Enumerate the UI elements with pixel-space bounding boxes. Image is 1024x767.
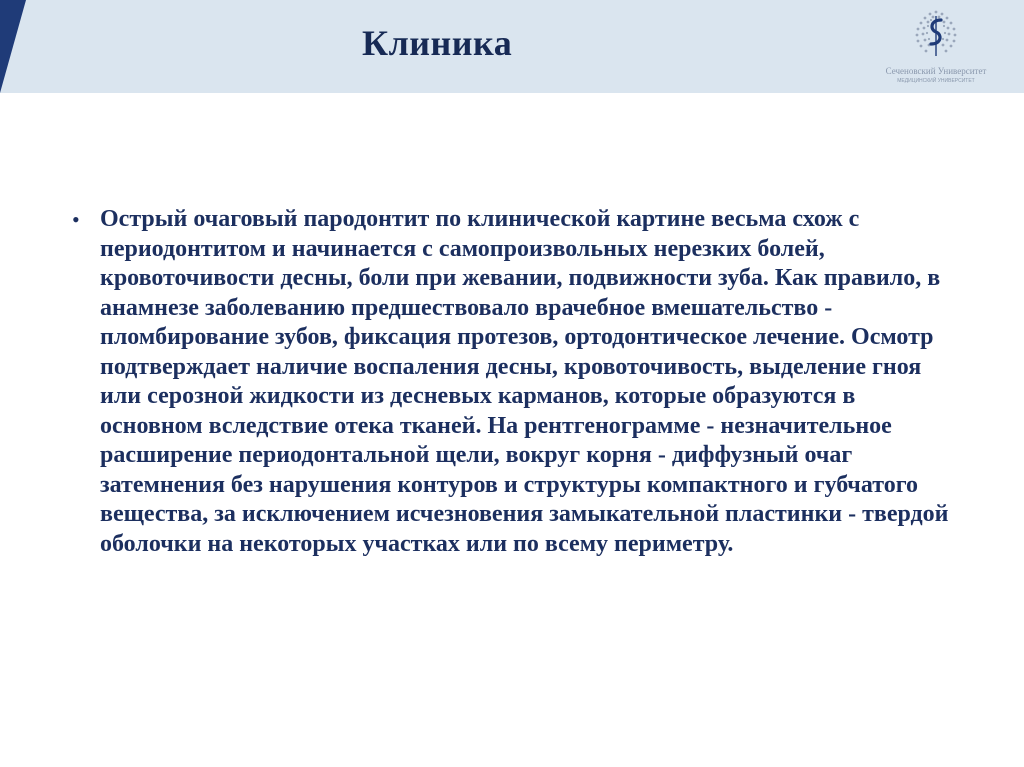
bullet-text: Острый очаговый пародонтит по клинической картине весьма схож с периодонтитом и начинается с самопроизвольных нерезких болей, кровоточивости десны, боли при жевании, подвижности зуба. Как правило, в анамнезе заболеванию предшествовало врачебное вмешательство - пломбирование зубов, фиксация протезов, ортодонтическое лечение. Осмотр подтверждает наличие воспаления десны, кровоточивость, выделение гноя или серозной жидкости из десневых карманов, которые образуются в основном вследствие отека тканей. На рентгенограмме - незначительное расширение периодонтальной щели, вокруг корня - диффузный очаг затемнения без нарушения контуров и структуры компактного и губчатого вещества, за исключением исчезновения замыкательной пластинки - твердой оболочки на некоторых участках или по всему периметру.	[100, 206, 949, 557]
logo-subtitle: МЕДИЦИНСКИЙ УНИВЕРСИТЕТ	[897, 78, 975, 84]
header-accent-stripe	[0, 0, 26, 93]
sechenov-tree-logo-icon	[906, 6, 966, 64]
university-logo	[874, 6, 998, 86]
bullet-marker: •	[72, 207, 80, 232]
slide-title: Клиника	[362, 23, 513, 63]
bullet-item	[72, 205, 962, 559]
slide-body	[72, 205, 962, 559]
logo-name: Сеченовский Университет	[885, 66, 987, 76]
